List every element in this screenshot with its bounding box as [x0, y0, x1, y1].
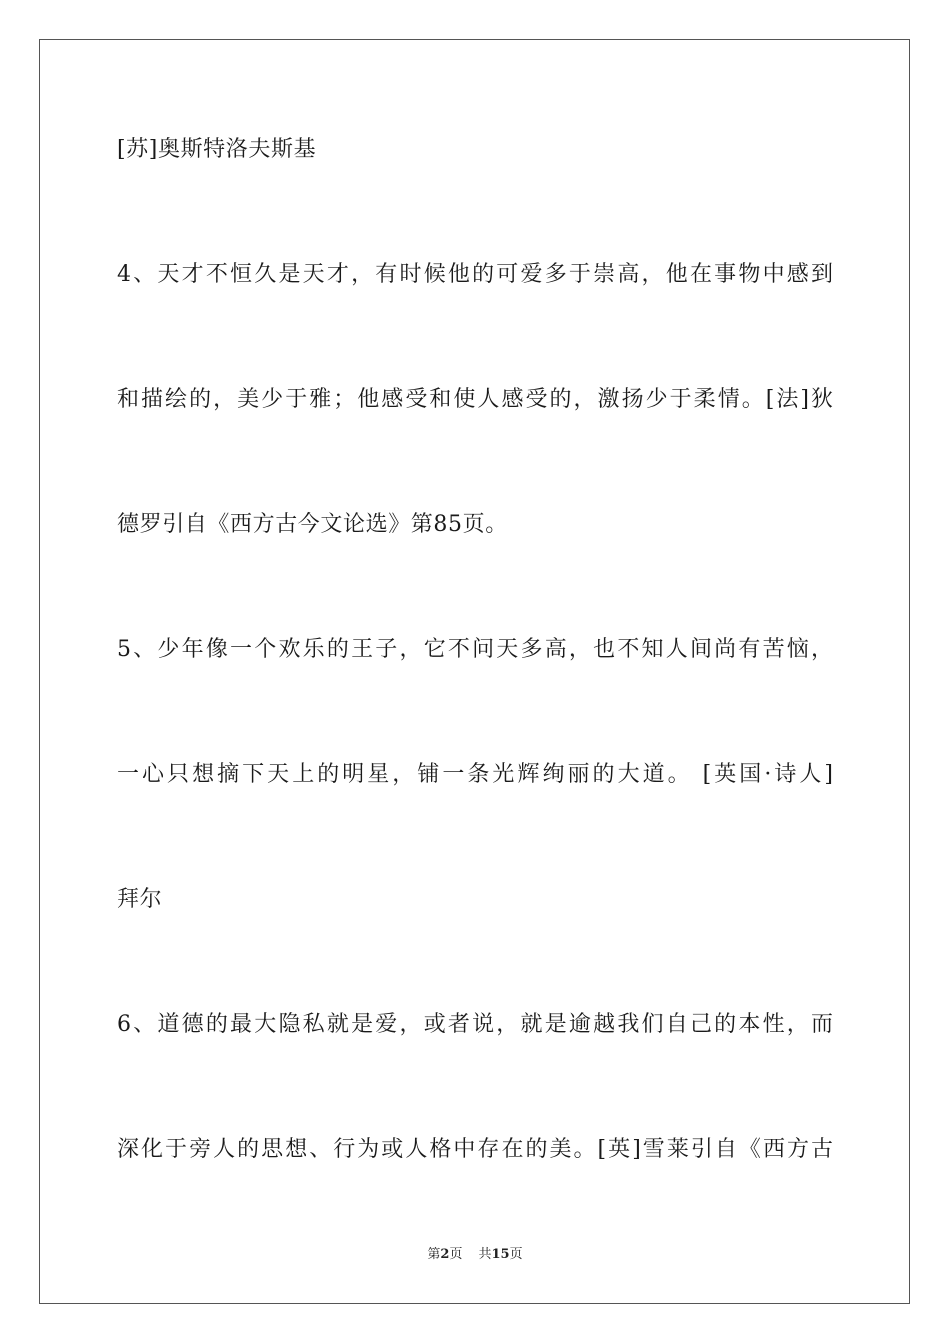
text-line-quote-4-line-3: 德罗引自《西方古今文论选》第85页。 — [117, 512, 508, 537]
text-line-quote-5-line-2: 一心只想摘下天上的明星，铺一条光辉绚丽的大道。 [英国·诗人] — [117, 762, 833, 787]
page-total: 共15页 — [478, 1247, 523, 1262]
page-border — [39, 39, 910, 1304]
text-line-quote-4-line-2: 和描绘的，美少于雅；他感受和使人感受的，激扬少于柔情。[法]狄 — [117, 387, 833, 412]
page-number: 第2页 — [427, 1247, 463, 1262]
text-line-quote-5-line-1: 5、少年像一个欢乐的王子，它不问天多高，也不知人间尚有苦恼， — [117, 637, 833, 662]
text-line-quote-6-line-1: 6、道德的最大隐私就是爱，或者说，就是逾越我们自己的本性，而 — [117, 1012, 833, 1037]
text-line-quote-6-line-2: 深化于旁人的思想、行为或人格中存在的美。[英]雪莱引自《西方古 — [117, 1137, 833, 1162]
text-line-quote-4-line-1: 4、天才不恒久是天才，有时候他的可爱多于崇高，他在事物中感到 — [117, 262, 833, 287]
text-line-attribution: [苏]奥斯特洛夫斯基 — [117, 137, 317, 162]
text-line-quote-5-line-3: 拜尔 — [117, 887, 163, 912]
page-footer — [0, 1246, 950, 1264]
